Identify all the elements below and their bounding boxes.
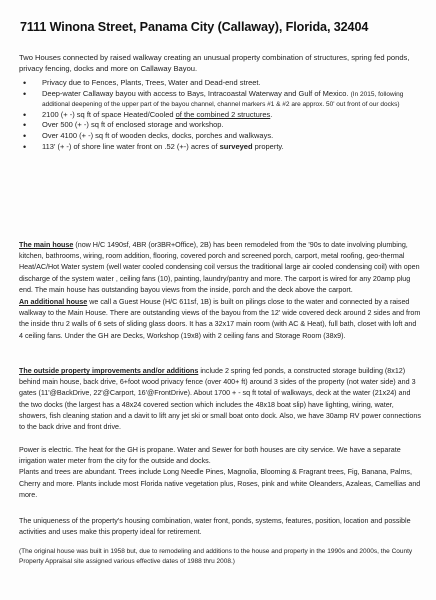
page-title: 7111 Winona Street, Panama City (Callaway), Florida, 32404: [20, 20, 369, 34]
utilities-and-plants-paragraph: Power is electric. The heat for the GH is propane. Water and Sewer for both houses are city service. We have a separate irrigation water meter from the city for the outside and docks. Plants and trees are abundant. Trees include Long Needle Pines, Magnolia, Blooming & Fragrant trees, Fig, Banana, Palms, Cherry and more. Plants include most Florida native vegetation plus, Roses, pink and white Oleanders, Azaleas, Camellias and more.: [19, 446, 421, 499]
list-item-note: (In 2015, following additional deepening of the upper part of the bayou channel, channel markers #1 & #2 are approx. 50' out front of our docks): [42, 90, 404, 109]
list-item: • 113' (+ -) of shore line water front on .52 (+-) acres of surveyed property.: [23, 142, 421, 153]
intro-paragraph: Two Houses connected by raised walkway creating an unusual property combination of structures, spring fed ponds, privacy fencing, docks and more on Callaway Bayou.: [19, 53, 410, 74]
list-item: • Over 4100 (+ -) sq ft of wooden decks, docks, porches and walkways.: [23, 131, 421, 142]
feature-list: [23, 78, 421, 152]
guest-house-heading: An additional house: [19, 298, 88, 306]
list-item: • Deep-water Callaway bayou with access to Bays, Intracoastal Waterway and Gulf of Mexico. (In 2015, following additional deepening of the upper part of the bayou channel, channel markers #1 & #2 are approx. 50' out front of our docks): [23, 89, 421, 110]
footnote: (The original house was built in 1958 but, due to remodeling and additions to the house and property in the 1990s and 2000s, the County Property Appraisal site assigned various effective dates of 1988 thru 2008.): [19, 548, 413, 565]
list-item: • Privacy due to Fences, Plants, Trees, Water and Dead-end street.: [23, 78, 421, 89]
guest-house-paragraph: An additional house we call a Guest House (H/C 611sf, 1B) is built on pilings close to the water and connected by a raised walkway to the Main House. There are outstanding views of the bayou from the 12' wide covered deck around 2 sides and from the inside thru 2 walls of 6 sets of sliding glass doors. It has a 32x17 main room (with AC & Heat), full bath, closet with loft and 4 ceiling fans. Under the GH are Decks, Workshop (19x8) with 2 ceiling fans and Storage Room (38x9).: [19, 298, 421, 340]
main-house-heading: The main house: [19, 241, 74, 249]
outside-improvements-paragraph: The outside property improvements and/or additions include 2 spring fed ponds, a constructed storage building (8x12) behind main house, back drive, 6+foot wood privacy fence (over 400+ ft) around 3 sides of the property (not water side) and 3 gates (11'@BackDrive, 22'@Carport, 16'@FrontDrive). About 1700 + - sq ft total of walkways, deck at the water (21x24) and the two docks (the largest has a 48x24 covered section which includes the 48x18 boat slip) have lighting, wiring, water, showers, fish cleaning station and a davit to lift any jet ski or small boat onto dock. Also, we have 30amp RV power connections to the back drive and front drive.: [19, 367, 421, 432]
list-item: • 2100 (+ -) sq ft of space Heated/Cooled of the combined 2 structures.: [23, 110, 421, 121]
main-house-paragraph: The main house (now H/C 1490sf, 4BR (or3BR+Office), 2B) has been remodeled from the '90s to date involving plumbing, kitchen, bathrooms, wiring, room addition, flooring, covered porch and screened porch, carport, metal roofing, geo-thermal Heat/AC/Hot Water system (well water cooled condensing coil versus the traditional large air cooled condensing coil) with open discharge of the system water , ceiling fans (10), painting, laundry/pantry and more. The carport is wired for any 20amp plug end. The main house has outstanding bayou views from the inside, porch and the deck above the carport.: [19, 241, 420, 294]
uniqueness-paragraph: The uniqueness of the property's housing combination, water front, ponds, systems, features, position, location and possible activities and uses make this property ideal for retirement.: [19, 517, 411, 537]
outside-heading: The outside property improvements and/or additions: [19, 367, 199, 375]
list-item: • Over 500 (+ -) sq ft of enclosed storage and workshop.: [23, 120, 421, 131]
